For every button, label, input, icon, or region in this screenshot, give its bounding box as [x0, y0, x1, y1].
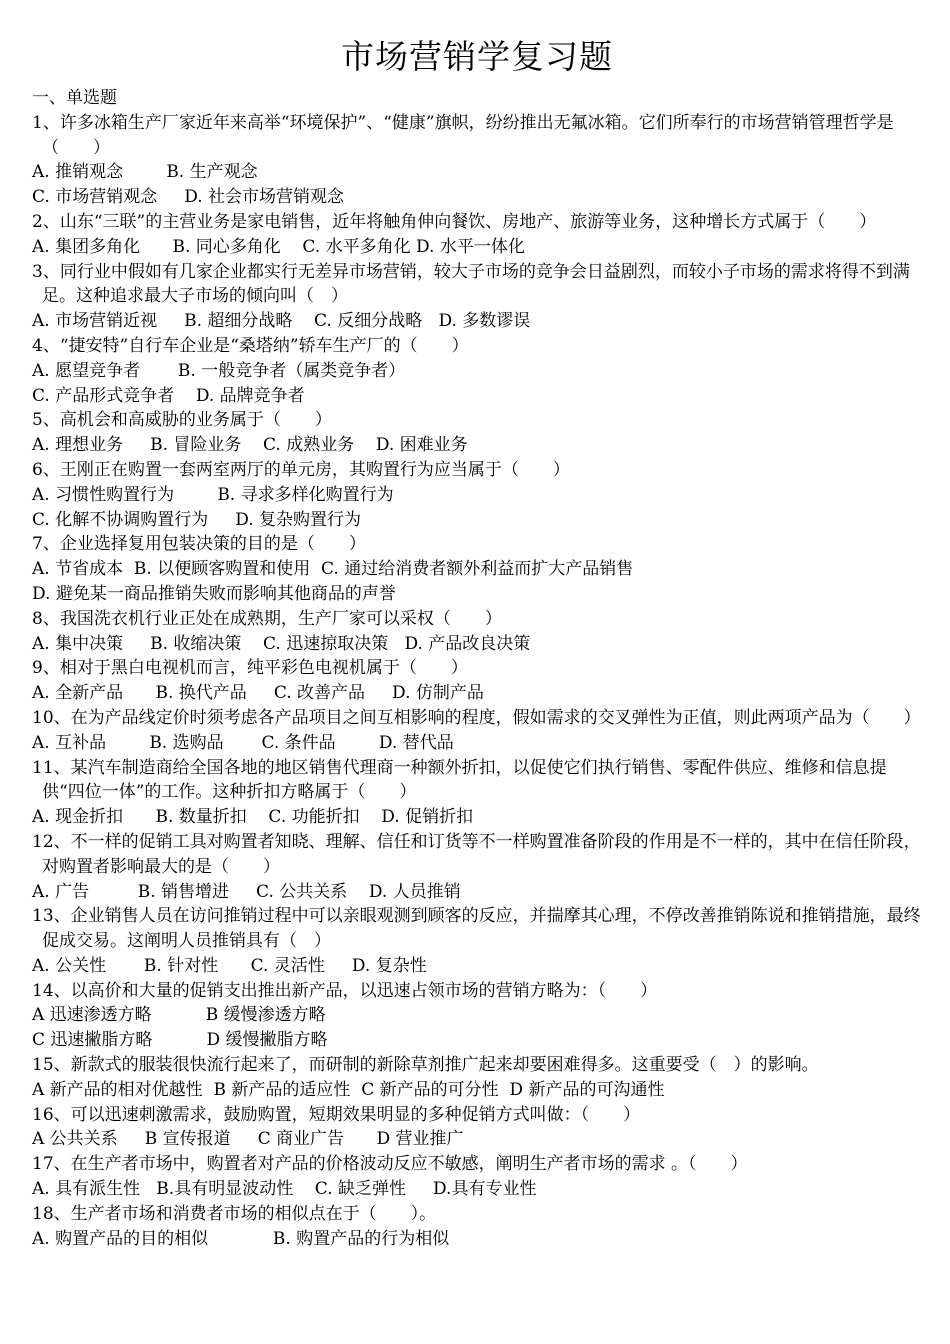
question-options: A. 购置产品的目的相似 B. 购置产品的行为相似: [32, 1228, 450, 1249]
question-text: 18、生产者市场和消费者市场的相似点在于（ ）。: [32, 1203, 437, 1224]
question-list: [32, 111, 922, 1252]
question-text: 14、以高价和大量的促销支出推出新产品，以迅速占领市场的营销方略为：（ ）: [32, 980, 658, 1001]
question-text: 15、新款式的服装很快流行起来了，而研制的新除草剂推广起来却要困难得多。这重要受（ ）的影响。: [32, 1055, 819, 1076]
question-text: 3、同行业中假如有几家企业都实行无差异市场营销，较大子市场的竞争会日益剧烈，而较小子市场的需求将得不到满足。这种追求最大子市场的倾向叫（ ）: [32, 261, 910, 307]
question-options: A. 公关性 B. 针对性 C. 灵活性 D. 复杂性: [32, 955, 427, 976]
question-text: 12、不一样的促销工具对购置者知晓、理解、信任和订货等不一样购置准备阶段的作用是不一样的，其中在信任阶段，对购置者影响最大的是（ ）: [32, 831, 921, 877]
question-options: C. 产品形式竞争者 D. 品牌竞争者: [32, 385, 305, 406]
question-text: 8、我国洗衣机行业正处在成熟期，生产厂家可以采权（ ）: [32, 608, 502, 629]
section-heading: 一、单选题: [32, 88, 117, 108]
question-options: A. 推销观念 B. 生产观念: [32, 162, 258, 183]
document-title: 市场营销学复习题: [341, 37, 613, 76]
question-options: A. 集中决策 B. 收缩决策 C. 迅速掠取决策 D. 产品改良决策: [32, 633, 531, 654]
question-options: A. 互补品 B. 选购品 C. 条件品 D. 替代品: [32, 732, 454, 753]
question-options: A. 习惯性购置行为 B. 寻求多样化购置行为: [32, 484, 394, 505]
question-options: A 公共关系 B 宣传报道 C 商业广告 D 营业推广: [32, 1129, 464, 1150]
question-options: A 迅速渗透方略 B 缓慢渗透方略: [32, 1005, 326, 1026]
question-options: A. 集团多角化 B. 同心多角化 C. 水平多角化 D. 水平一体化: [32, 236, 525, 257]
question-text: 9、相对于黑白电视机而言，纯平彩色电视机属于（ ）: [32, 658, 468, 679]
question-options: C. 市场营销观念 D. 社会市场营销观念: [32, 187, 345, 208]
question-options: A. 愿望竞争者 B. 一般竞争者（属类竞争者）: [32, 360, 406, 381]
question-options: A. 市场营销近视 B. 超细分战略 C. 反细分战略 D. 多数谬误: [32, 311, 531, 332]
question-text: 7、企业选择复用包装决策的目的是（ ）: [32, 534, 366, 555]
question-options: A. 理想业务 B. 冒险业务 C. 成熟业务 D. 困难业务: [32, 435, 468, 456]
question-options: A. 广告 B. 销售增进 C. 公共关系 D. 人员推销: [32, 881, 461, 902]
question-text: 6、王刚正在购置一套两室两厅的单元房，其购置行为应当属于（ ）: [32, 459, 570, 480]
question-text: 5、高机会和高威胁的业务属于（ ）: [32, 410, 332, 431]
question-options: A. 现金折扣 B. 数量折扣 C. 功能折扣 D. 促销折扣: [32, 807, 474, 828]
question-text: 11、某汽车制造商给全国各地的地区销售代理商一种额外折扣，以促使它们执行销售、零配件供应、维修和信息提供“四位一体”的工作。这种折扣方略属于（ ）: [32, 757, 887, 803]
question-text: 2、山东“三联”的主营业务是家电销售，近年将触角伸向餐饮、房地产、旅游等业务，这种增长方式属于（ ）: [32, 211, 877, 232]
question-options: A 新产品的相对优越性 B 新产品的适应性 C 新产品的可分性 D 新产品的可沟通性: [32, 1079, 665, 1100]
question-text: 13、企业销售人员在访问推销过程中可以亲眼观测到顾客的反应，并揣摩其心理，不停改善推销陈说和推销措施，最终促成交易。这阐明人员推销具有（ ）: [32, 906, 921, 952]
question-text: 1、许多冰箱生产厂家近年来高举“环境保护”、“健康”旗帜，纷纷推出无氟冰箱。它们所奉行的市场营销管理哲学是（ ）: [32, 112, 894, 158]
question-options: A. 节省成本 B. 以便顾客购置和使用 C. 通过给消费者额外利益而扩大产品销售: [32, 559, 634, 580]
question-options: A. 具有派生性 B.具有明显波动性 C. 缺乏弹性 D.具有专业性: [32, 1179, 537, 1200]
question-options: D. 避免某一商品推销失败而影响其他商品的声誉: [32, 583, 396, 604]
question-text: 10、在为产品线定价时须考虑各产品项目之间互相影响的程度，假如需求的交叉弹性为正值，则此两项产品为（ ）: [32, 707, 921, 728]
question-text: 17、在生产者市场中，购置者对产品的价格波动反应不敏感，阐明生产者市场的需求 。（ ）: [32, 1154, 748, 1175]
question-text: 16、可以迅速刺激需求，鼓励购置，短期效果明显的多种促销方式叫做：（ ）: [32, 1104, 641, 1125]
question-text: 4、“捷安特”自行车企业是“桑塔纳”轿车生产厂的（ ）: [32, 335, 469, 356]
question-options: C. 化解不协调购置行为 D. 复杂购置行为: [32, 509, 362, 530]
question-options: A. 全新产品 B. 换代产品 C. 改善产品 D. 仿制产品: [32, 683, 484, 704]
question-options: C 迅速撇脂方略 D 缓慢撇脂方略: [32, 1030, 328, 1051]
